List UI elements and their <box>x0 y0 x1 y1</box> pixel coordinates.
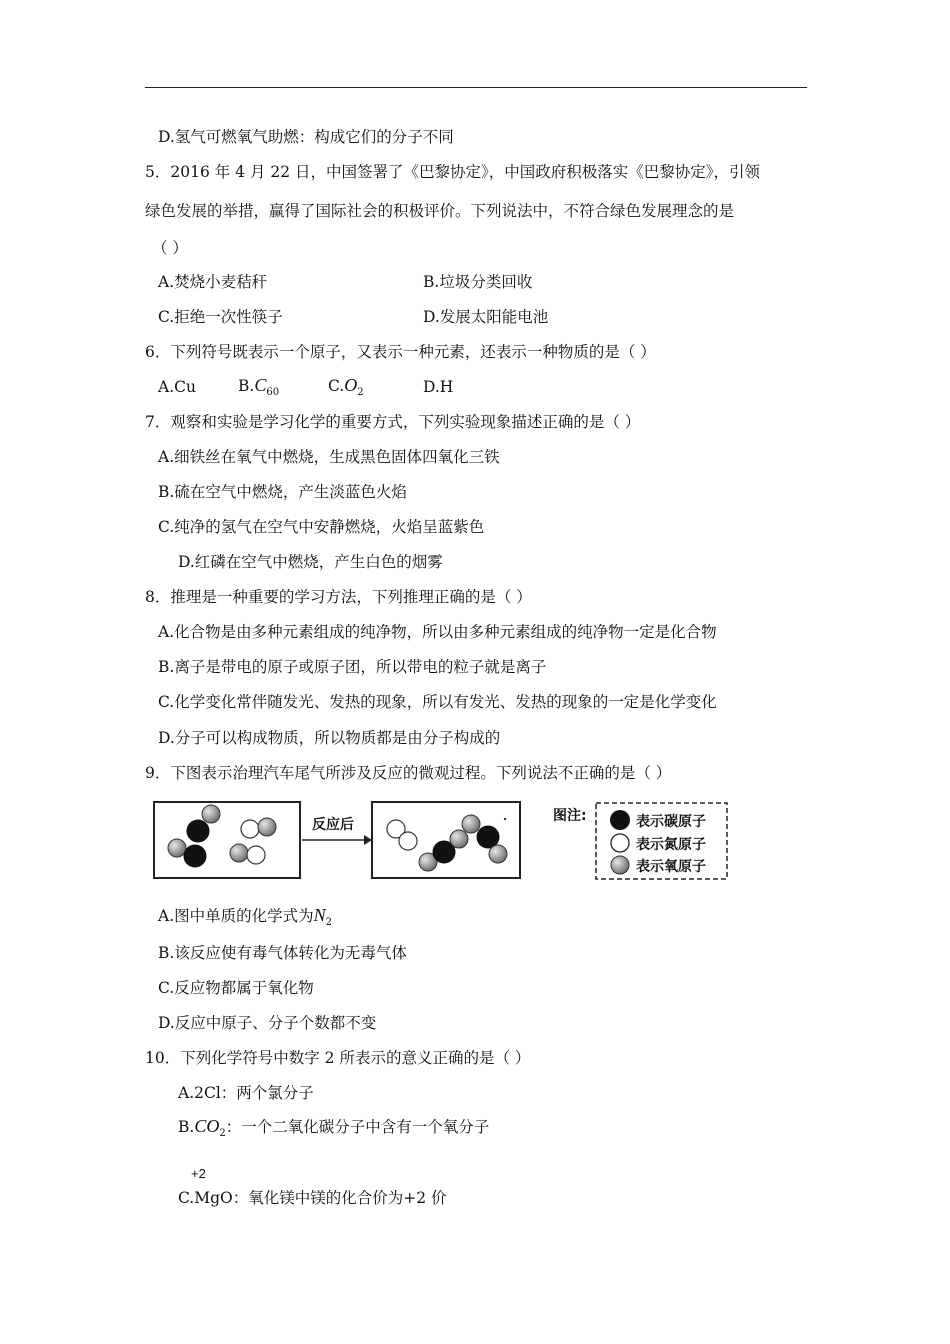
q6-option-a: A.Cu <box>158 378 196 396</box>
oxygen-atom <box>202 805 220 823</box>
oxygen-atom <box>462 815 480 833</box>
q8-option-c: C.化学变化常伴随发光、发热的现象，所以有发光、发热的现象的一定是化学变化 <box>158 693 717 711</box>
q6-option-b-prefix: B. <box>238 377 255 395</box>
q6-option-c-sub: 2 <box>357 387 364 399</box>
legend-carbon-swatch <box>610 810 630 830</box>
q9-option-a <box>158 905 332 933</box>
legend-nitrogen-swatch <box>611 834 629 852</box>
q7-stem: 7．观察和实验是学习化学的重要方式，下列实验现象描述正确的是（ ） <box>145 413 641 431</box>
q5-stem-bracket: （ ） <box>152 239 188 257</box>
q7-option-a: A.细铁丝在氧气中燃烧，生成黑色固体四氧化三铁 <box>158 448 500 466</box>
q9-option-b: B.该反应使有毒气体转化为无毒气体 <box>158 944 407 962</box>
q5-option-c: C.拒绝一次性筷子 <box>158 308 283 326</box>
q5-stem-line2: 绿色发展的举措，赢得了国际社会的积极评价。下列说法中，不符合绿色发展理念的是 <box>145 202 735 220</box>
legend-nitrogen-label: 表示氮原子 <box>636 837 706 853</box>
q10-valence-mark: +2 <box>191 1166 206 1181</box>
q9-reaction-diagram <box>150 798 740 884</box>
oxygen-atom <box>489 845 507 863</box>
q5-option-a: A.焚烧小麦秸秆 <box>158 273 268 291</box>
q5-option-d: D.发展太阳能电池 <box>423 308 549 326</box>
q6-option-c-prefix: C. <box>328 377 345 395</box>
legend-title: 图注: <box>553 808 587 824</box>
q7-option-c: C.纯净的氢气在空气中安静燃烧，火焰呈蓝紫色 <box>158 518 485 536</box>
q10-option-b <box>178 1116 489 1144</box>
q10-stem: 10．下列化学符号中数字 2 所表示的意义正确的是（ ） <box>145 1049 531 1067</box>
q9-option-a-sub: 2 <box>325 917 333 929</box>
q5-stem-line1: 5．2016 年 4 月 22 日，中国签署了《巴黎协定》，中国政府积极落实《巴黎协定》，引领 <box>145 163 761 181</box>
legend-oxygen-swatch <box>611 856 629 874</box>
q8-option-a: A.化合物是由多种元素组成的纯净物，所以由多种元素组成的纯净物一定是化合物 <box>158 623 717 641</box>
oxygen-atom <box>168 839 186 857</box>
oxygen-atom <box>230 844 248 862</box>
carbon-atom <box>187 820 209 842</box>
q6-option-d: D.H <box>423 378 454 396</box>
q9-option-a-prefix: A.图中单质的化学式为 <box>158 907 314 925</box>
header-rule <box>145 87 807 88</box>
dot <box>504 818 506 820</box>
q10-option-b-sub: 2 <box>219 1128 226 1140</box>
q7-option-b: B.硫在空气中燃烧，产生淡蓝色火焰 <box>158 483 407 501</box>
q6-option-c <box>328 375 364 403</box>
q6-option-c-symbol: O <box>344 375 358 395</box>
q8-option-d: D.分子可以构成物质，所以物质都是由分子构成的 <box>158 729 501 747</box>
legend-oxygen-label: 表示氧原子 <box>636 859 706 875</box>
q6-stem: 6．下列符号既表示一个原子，又表示一种元素，还表示一种物质的是（ ） <box>145 343 656 361</box>
q9-option-a-symbol: N <box>313 905 326 925</box>
arrow-label: 反应后 <box>312 817 354 833</box>
q8-stem: 8．推理是一种重要的学习方法，下列推理正确的是（ ） <box>145 588 532 606</box>
q6-option-b-sub: 60 <box>266 387 280 399</box>
q10-option-b-prefix: B. <box>178 1118 195 1136</box>
q9-option-d: D.反应中原子、分子个数都不变 <box>158 1014 377 1032</box>
nitrogen-atom <box>247 846 265 864</box>
reaction-arrowhead <box>364 835 372 845</box>
q4-option-d: D.氢气可燃氧气助燃：构成它们的分子不同 <box>158 128 454 146</box>
q7-option-d: D.红磷在空气中燃烧，产生白色的烟雾 <box>178 553 443 571</box>
q10-option-b-text: ：一个二氧化碳分子中含有一个氧分子 <box>225 1118 490 1136</box>
q6-option-b <box>238 375 279 403</box>
nitrogen-atom <box>399 832 417 850</box>
q10-option-b-symbol: CO <box>194 1116 220 1136</box>
carbon-atom <box>477 826 499 848</box>
oxygen-atom <box>450 830 468 848</box>
legend-carbon-label: 表示碳原子 <box>636 814 706 830</box>
q9-option-c: C.反应物都属于氧化物 <box>158 979 314 997</box>
carbon-atom <box>184 845 206 867</box>
q10-option-c: C.MgO：氧化镁中镁的化合价为+2 价 <box>178 1189 447 1207</box>
q5-option-b: B.垃圾分类回收 <box>423 273 533 291</box>
q9-stem: 9．下图表示治理汽车尾气所涉及反应的微观过程。下列说法不正确的是（ ） <box>145 764 672 782</box>
nitrogen-atom <box>241 820 259 838</box>
q6-option-b-symbol: C <box>254 375 267 395</box>
oxygen-atom <box>258 818 276 836</box>
q10-option-a: A.2Cl：两个氯分子 <box>178 1084 314 1102</box>
q8-option-b: B.离子是带电的原子或原子团，所以带电的粒子就是离子 <box>158 658 547 676</box>
